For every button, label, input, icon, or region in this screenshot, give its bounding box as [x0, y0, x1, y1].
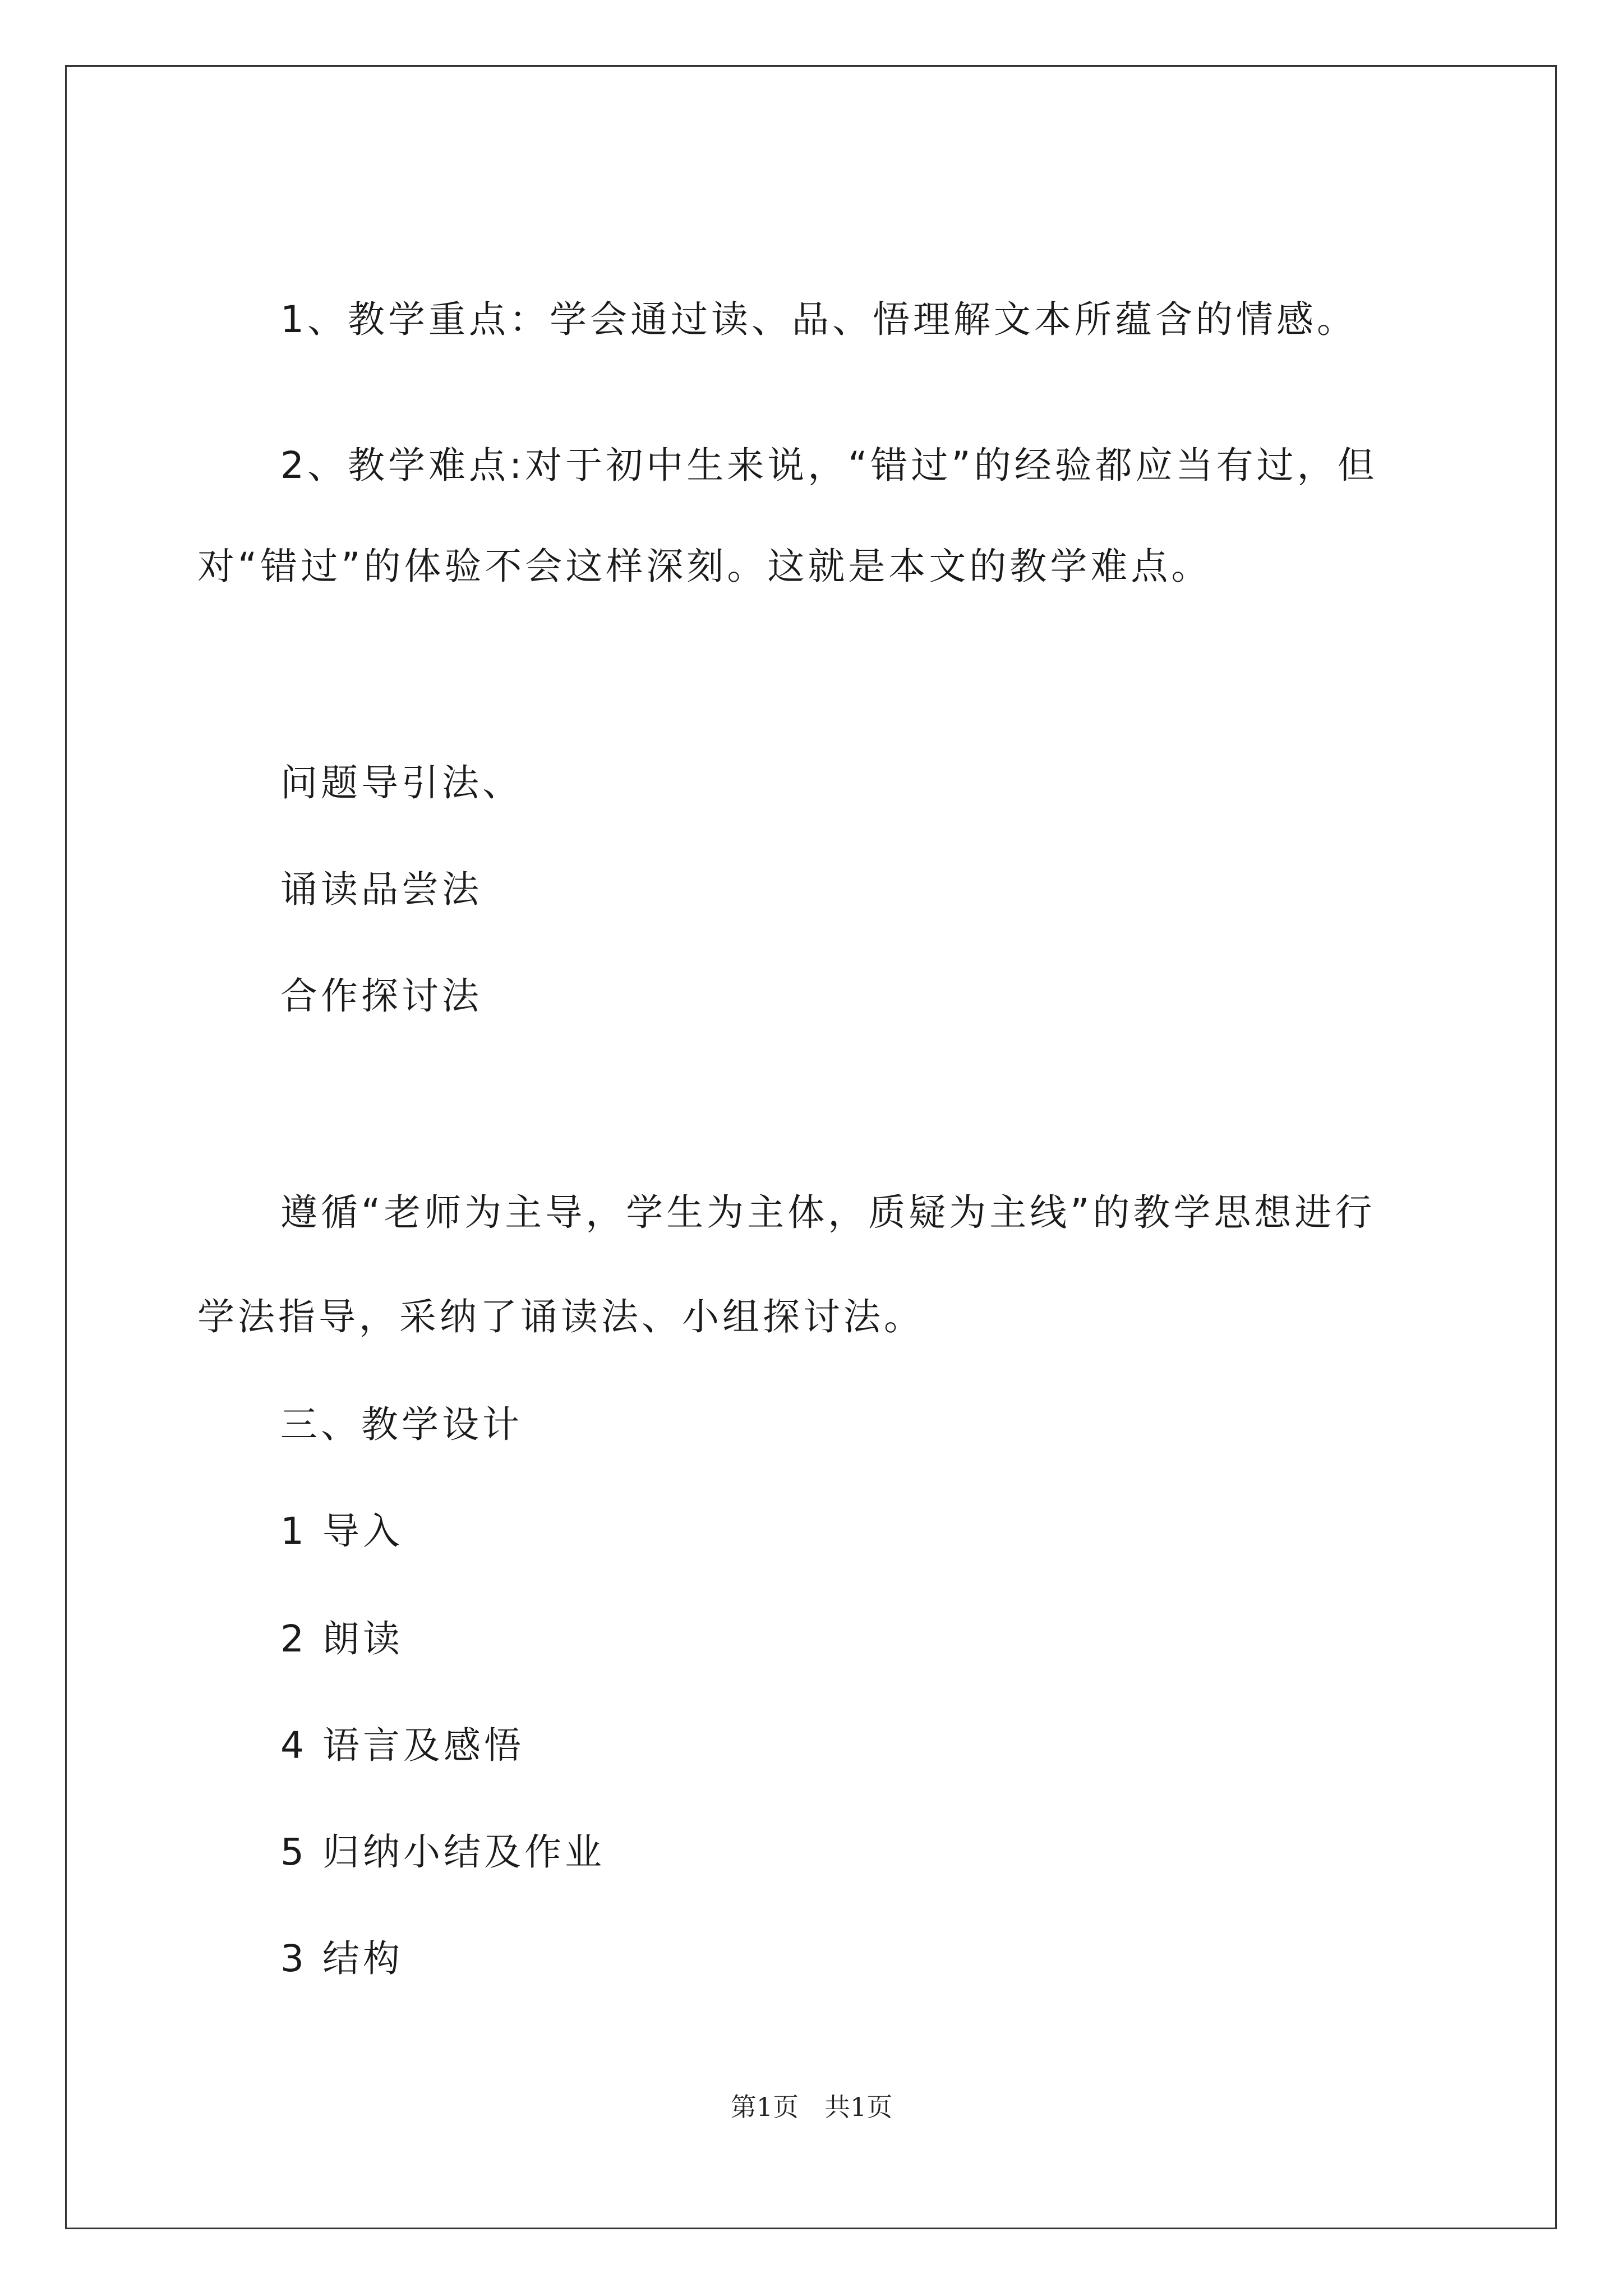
page-footer: 第1页 共1页	[730, 2092, 893, 2122]
design-step-language: 4 语言及感悟	[280, 1724, 524, 1767]
study-guidance-line-2: 学法指导，采纳了诵读法、小组探讨法。	[197, 1295, 924, 1338]
teaching-focus: 1、教学重点：学会通过读、品、悟理解文本所蕴含的情感。	[280, 298, 1357, 341]
page-border	[65, 65, 1557, 2229]
design-step-import: 1 导入	[280, 1510, 403, 1553]
teaching-difficulty-line-2: 对“错过”的体验不会这样深刻。这就是本文的教学难点。	[197, 545, 1212, 588]
design-step-summary: 5 归纳小结及作业	[280, 1830, 605, 1874]
design-step-reading: 2 朗读	[280, 1617, 403, 1660]
method-item-1: 问题导引法、	[280, 761, 523, 804]
method-item-2: 诵读品尝法	[280, 868, 482, 911]
study-guidance-line-1: 遵循“老师为主导，学生为主体，质疑为主线”的教学思想进行	[280, 1191, 1376, 1234]
design-step-structure: 3 结构	[280, 1937, 403, 1980]
section-heading-teaching-design: 三、教学设计	[280, 1403, 523, 1446]
teaching-difficulty-line-1: 2、教学难点:对于初中生来说，“错过”的经验都应当有过，但	[280, 444, 1378, 487]
method-item-3: 合作探讨法	[280, 974, 482, 1018]
